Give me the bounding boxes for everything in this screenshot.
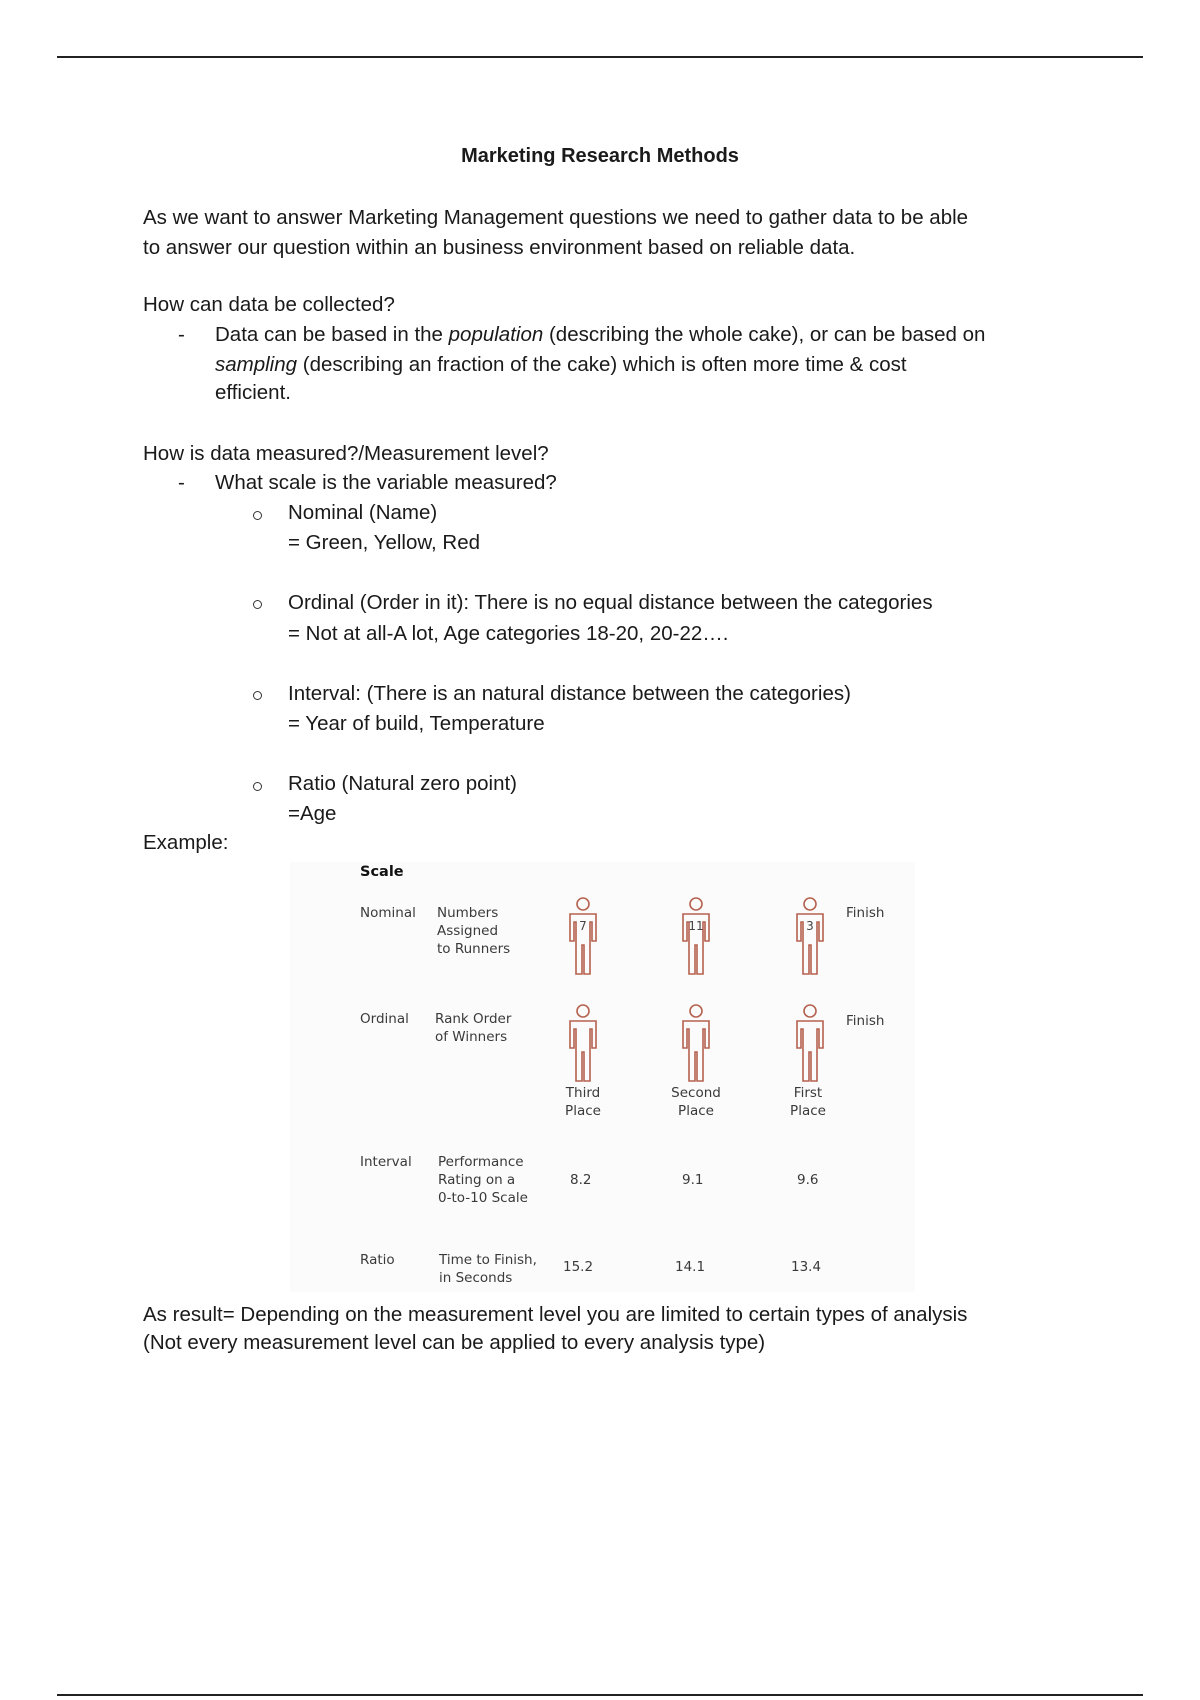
level-ordinal-name: Ordinal (Order in it): There is no equal distance between the categories (288, 591, 933, 614)
level-nominal-example: = Green, Yellow, Red (288, 531, 481, 554)
row-desc-ordinal: Rank Order of Winners (435, 1011, 512, 1045)
interval-value: 9.6 (797, 1172, 819, 1188)
row-scale-ordinal: Ordinal (360, 1011, 409, 1027)
page-title: Marketing Research Methods (461, 145, 739, 167)
circle-bullet-icon (253, 691, 262, 700)
footer-rule (57, 1694, 1143, 1696)
collection-bullet-line-1 (215, 320, 1075, 350)
text-run: (describing the whole cake), or can be based on (543, 323, 986, 346)
runner-icon (679, 1004, 713, 1084)
interval-value: 9.1 (682, 1172, 704, 1188)
ratio-value: 14.1 (675, 1259, 706, 1275)
circle-bullet-icon (253, 511, 262, 520)
emphasis-sampling: sampling (215, 353, 298, 376)
intro-line-1: As we want to answer Marketing Management questions we need to gather data to be able (143, 206, 969, 229)
runner-icon (566, 897, 600, 977)
row-scale-interval: Interval (360, 1154, 412, 1170)
scales-figure (290, 862, 915, 1292)
runner-icon (793, 897, 827, 977)
place-label-first: First Place (790, 1085, 826, 1119)
question-collection: How can data be collected? (143, 293, 395, 316)
circle-bullet-icon (253, 600, 262, 609)
finish-label: Finish (846, 1013, 885, 1029)
row-scale-nominal: Nominal (360, 905, 416, 921)
row-scale-ratio: Ratio (360, 1252, 395, 1268)
dash-bullet: - (178, 471, 185, 494)
runner-bib-number: 11 (688, 919, 704, 933)
example-label: Example: (143, 831, 229, 854)
level-interval-example: = Year of build, Temperature (288, 712, 545, 735)
level-nominal-name: Nominal (Name) (288, 501, 438, 524)
header-rule (57, 56, 1143, 58)
level-ratio-example: =Age (288, 802, 337, 825)
emphasis-population: population (448, 323, 544, 346)
ratio-value: 15.2 (563, 1259, 594, 1275)
result-line-1: As result= Depending on the measurement level you are limited to certain types of analysis (143, 1303, 968, 1326)
interval-value: 8.2 (570, 1172, 592, 1188)
level-ratio-name: Ratio (Natural zero point) (288, 772, 518, 795)
runner-bib-number: 7 (579, 919, 587, 933)
runner-icon (566, 1004, 600, 1084)
row-desc-interval: Performance Rating on a 0-to-10 Scale (438, 1154, 528, 1206)
figure-header-scale: Scale (360, 864, 404, 880)
runner-bib-number: 3 (806, 919, 814, 933)
dash-bullet: - (178, 323, 185, 346)
runner-icon (793, 1004, 827, 1084)
ratio-value: 13.4 (791, 1259, 822, 1275)
runner-icon (679, 897, 713, 977)
collection-bullet-line-2 (215, 350, 1075, 380)
place-label-third: Third Place (565, 1085, 601, 1119)
intro-line-2: to answer our question within an business environment based on reliable data. (143, 236, 856, 259)
circle-bullet-icon (253, 782, 262, 791)
row-desc-nominal: Numbers Assigned to Runners (437, 905, 511, 957)
question-measurement: How is data measured?/Measurement level? (143, 442, 549, 465)
measurement-bullet: What scale is the variable measured? (215, 471, 557, 494)
text-run: (describing an fraction of the cake) which is often more time & cost (297, 353, 907, 376)
text-run: Data can be based in the (215, 323, 449, 346)
place-label-second: Second Place (671, 1085, 721, 1119)
level-interval-name: Interval: (There is an natural distance between the categories) (288, 682, 851, 705)
row-desc-ratio: Time to Finish, in Seconds (439, 1252, 537, 1286)
collection-bullet-line-3: efficient. (215, 381, 291, 404)
result-line-2: (Not every measurement level can be applied to every analysis type) (143, 1331, 766, 1354)
finish-label: Finish (846, 905, 885, 921)
level-ordinal-example: = Not at all-A lot, Age categories 18-20, 20-22…. (288, 622, 729, 645)
